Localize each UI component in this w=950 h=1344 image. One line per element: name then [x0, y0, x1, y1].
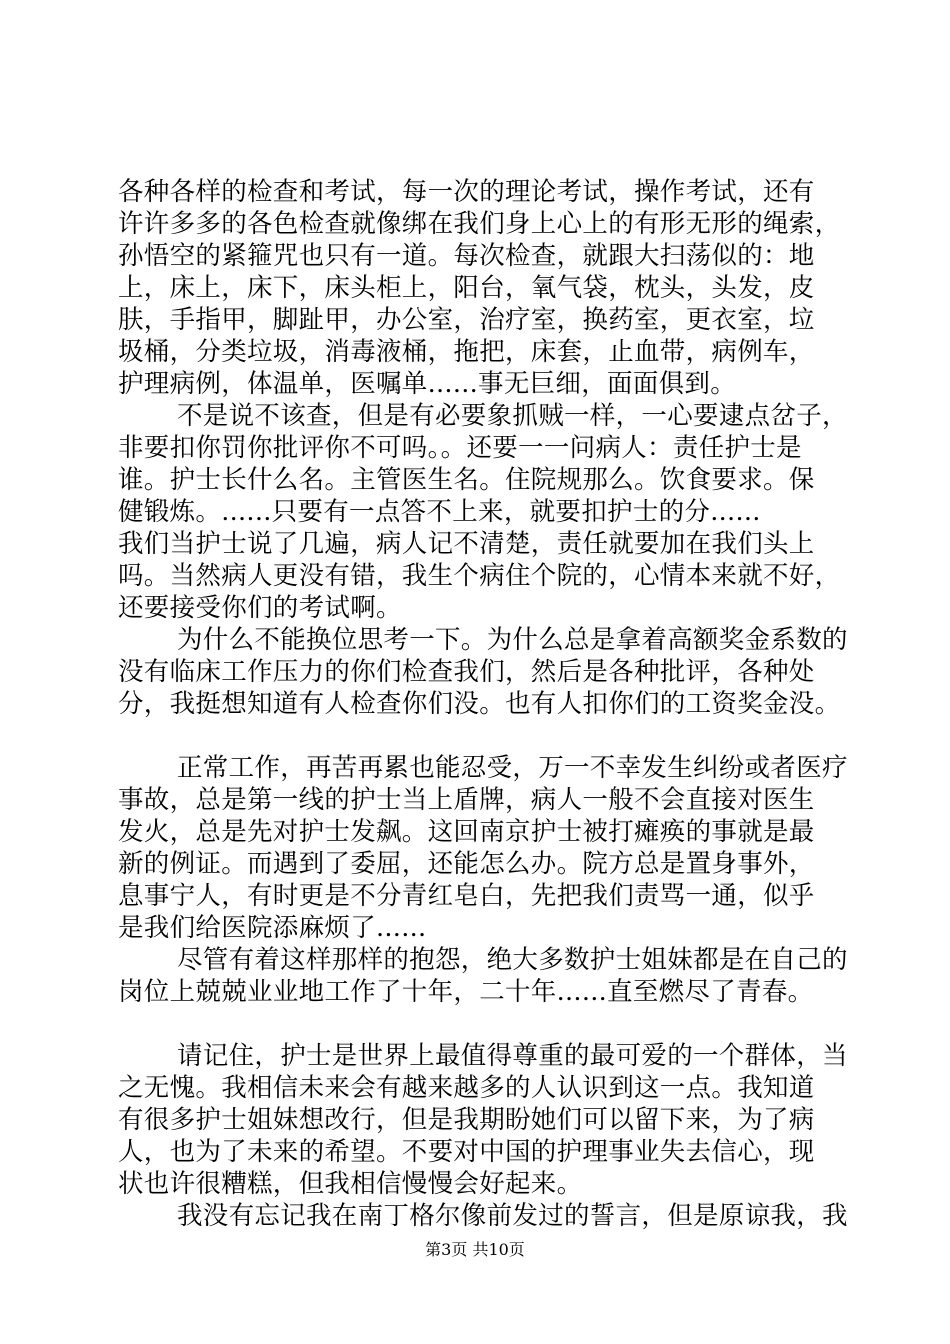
text-line: 事故，总是第一线的护士当上盾牌，病人一般不会直接对医生 [118, 785, 815, 815]
paragraph-first-line: 请记住，护士是世界上最值得尊重的最可爱的一个群体，当 [177, 1041, 848, 1071]
text-line: 是我们给医院添麻烦了...... [118, 913, 427, 943]
text-line: 还要接受你们的考试啊。 [118, 593, 402, 623]
text-line: 许许多多的各色检查就像绑在我们身上心上的有形无形的绳索， [118, 209, 841, 239]
text-line: 护理病例，体温单，医嘱单......事无巨细，面面俱到。 [118, 369, 737, 399]
text-line: 状也许很糟糕，但我相信慢慢会好起来。 [118, 1169, 583, 1199]
text-line: 各种各样的检查和考试，每一次的理论考试，操作考试，还有 [118, 177, 815, 207]
page-number-footer: 第3页 共10页 [425, 1240, 525, 1259]
text-line: 发火，总是先对护士发飙。这回南京护士被打瘫痪的事就是最 [118, 817, 815, 847]
paragraph-first-line: 为什么不能换位思考一下。为什么总是拿着高额奖金系数的 [177, 625, 848, 655]
text-line: 息事宁人，有时更是不分青红皂白，先把我们责骂一通，似乎 [118, 881, 815, 911]
text-line: 上，床上，床下，床头柜上，阳台，氧气袋，枕头，头发，皮 [118, 273, 815, 303]
paragraph-first-line: 不是说不该查，但是有必要象抓贼一样，一心要逮点岔子， [177, 401, 848, 431]
paragraph-first-line: 正常工作，再苦再累也能忍受，万一不幸发生纠纷或者医疗 [177, 753, 848, 783]
text-line: 健锻炼。......只要有一点答不上来，就要扣护士的分...... [118, 497, 761, 527]
text-line: 非要扣你罚你批评你不可吗。。还要一一问病人：责任护士是 [118, 433, 802, 463]
text-line: 之无愧。我相信未来会有越来越多的人认识到这一点。我知道 [118, 1073, 815, 1103]
text-line: 谁。护士长什么名。主管医生名。住院规那么。饮食要求。保 [118, 465, 815, 495]
paragraph-first-line: 尽管有着这样那样的抱怨，绝大多数护士姐妹都是在自己的 [177, 945, 848, 975]
paragraph-first-line: 我没有忘记我在南丁格尔像前发过的誓言，但是原谅我，我 [177, 1201, 848, 1231]
text-line: 肤，手指甲，脚趾甲，办公室，治疗室，换药室，更衣室，垃 [118, 305, 815, 335]
text-line: 新的例证。而遇到了委屈，还能怎么办。院方总是置身事外， [118, 849, 815, 879]
text-line: 岗位上兢兢业业地工作了十年，二十年......直至燃尽了青春。 [118, 977, 814, 1007]
text-line: 圾桶，分类垃圾，消毒液桶，拖把，床套，止血带，病例车， [118, 337, 815, 367]
text-line: 没有临床工作压力的你们检查我们，然后是各种批评，各种处 [118, 657, 815, 687]
text-line: 吗。当然病人更没有错，我生个病住个院的，心情本来就不好， [118, 561, 841, 591]
text-line: 分，我挺想知道有人检查你们没。也有人扣你们的工资奖金没。 [118, 689, 841, 719]
text-line: 人，也为了未来的希望。不要对中国的护理事业失去信心，现 [118, 1137, 815, 1167]
text-line: 孙悟空的紧箍咒也只有一道。每次检查，就跟大扫荡似的：地 [118, 241, 815, 271]
text-line: 我们当护士说了几遍，病人记不清楚，责任就要加在我们头上 [118, 529, 815, 559]
text-line: 有很多护士姐妹想改行，但是我期盼她们可以留下来，为了病 [118, 1105, 815, 1135]
